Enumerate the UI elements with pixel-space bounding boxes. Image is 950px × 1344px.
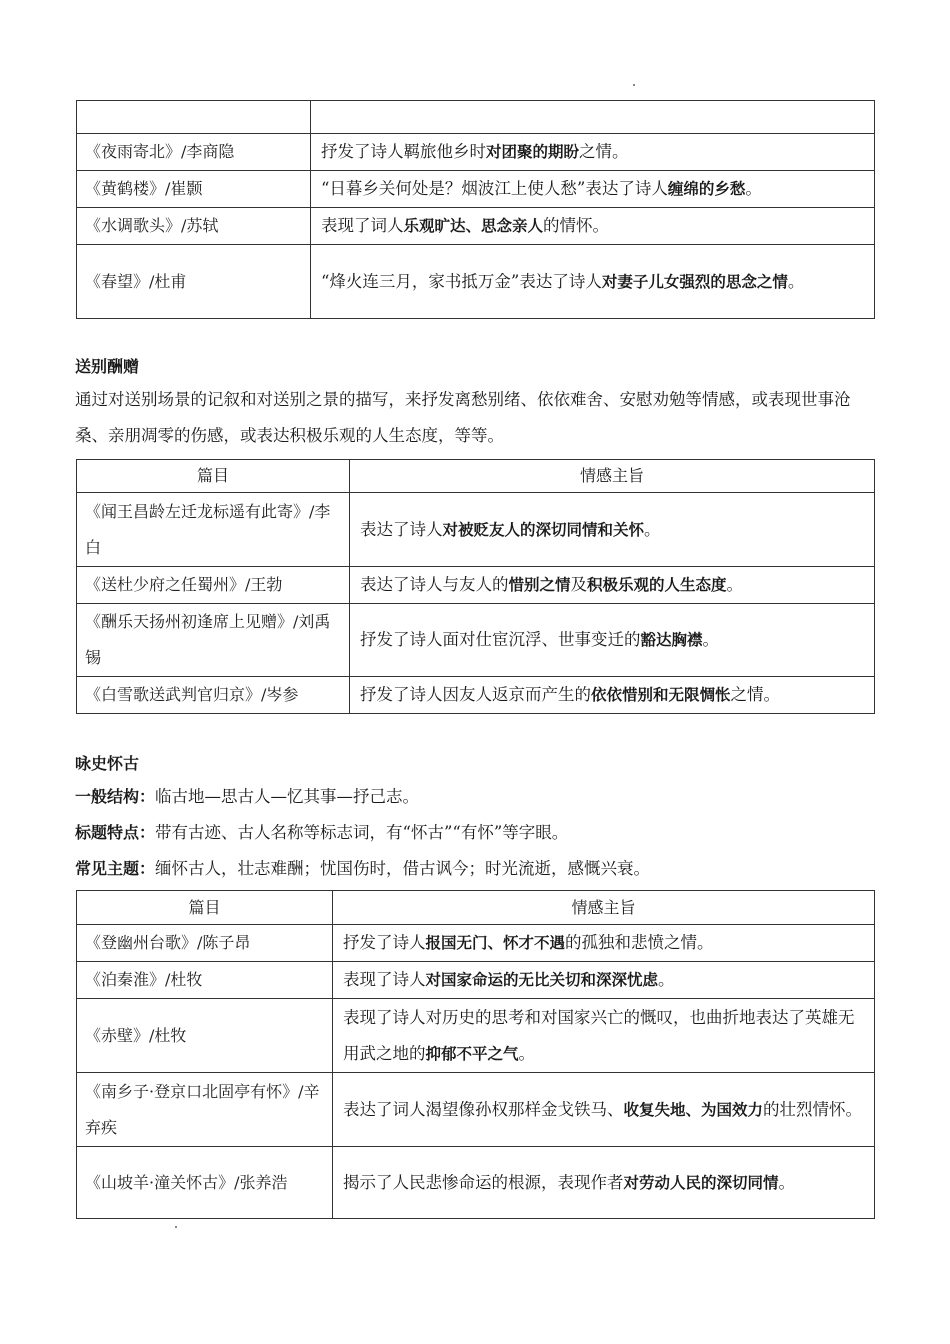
theme-text: 的情怀。 (543, 216, 610, 235)
poem-theme (311, 245, 875, 319)
theme-text: 的壮烈情怀。 (763, 1099, 863, 1119)
table-row (77, 567, 875, 604)
poem-title: 《黄鹤楼》/崔颢 (77, 171, 311, 208)
section-heading-history: 咏史怀古 (75, 754, 140, 773)
theme-text: 之情。 (730, 685, 781, 704)
emphasis-text: 依依惜别和无限惆怅 (591, 686, 731, 704)
info-text: 缅怀古人，壮志难酬；忧国伤时，借古讽今；时光流逝，感慨兴衰。 (155, 859, 651, 878)
emphasis-text: 报国无门、怀才不遇 (425, 934, 566, 952)
info-label: 常见主题： (75, 859, 156, 878)
poem-title: 《南乡子·登京口北固亭有怀》/辛弃疾 (77, 1073, 333, 1147)
table-history (76, 890, 875, 1219)
emphasis-text: 对劳动人民的深切同情 (623, 1173, 779, 1192)
header-col-title (77, 101, 311, 134)
header-col-theme: 情感主旨 (350, 460, 875, 493)
poem-theme (350, 567, 875, 604)
poem-title: 《山坡羊·潼关怀古》/张养浩 (77, 1147, 333, 1219)
theme-text: 表达了诗人与友人的 (360, 575, 509, 594)
poem-theme (311, 171, 875, 208)
poem-title: 《登幽州台歌》/陈子昂 (77, 925, 333, 962)
emphasis-text: 对妻子儿女强烈的思念之情 (601, 272, 788, 291)
table-row (77, 134, 875, 171)
poem-theme (333, 1073, 875, 1147)
theme-text: 。 (787, 271, 805, 291)
table-row (77, 1073, 875, 1147)
poem-theme (333, 962, 875, 999)
emphasis-text: 积极乐观的人生态度 (587, 576, 727, 594)
poem-title: 《水调歌头》/苏轼 (77, 208, 311, 245)
table-row (77, 171, 875, 208)
theme-text: 表达了诗人 (360, 519, 443, 539)
theme-text: 抒发了诗人因友人返京而产生的 (360, 685, 591, 704)
info-label: 一般结构： (75, 787, 156, 806)
section-intro: 通过对送别场景的记叙和对送别之景的描写，来抒发离愁别绪、依依难舍、安慰劝勉等情感，或表现世事沧桑、亲朋凋零的伤感，或表达积极乐观的人生态度，等等。 (75, 390, 851, 445)
emphasis-text: 收复失地、为国效力 (623, 1100, 764, 1119)
table-row (77, 208, 875, 245)
theme-text: 抒发了诗人 (343, 933, 426, 952)
table-row (77, 245, 875, 319)
table-homesick (76, 100, 875, 319)
poem-title: 《赤壁》/杜牧 (77, 999, 333, 1073)
table-header-row (77, 101, 875, 134)
poem-theme (311, 134, 875, 171)
table-row (77, 999, 875, 1073)
theme-text: 表现了诗人对历史的思考和对国家兴亡的慨叹，也曲折地表达了英雄无用武之地的 (343, 1007, 855, 1063)
header-col-title: 篇目 (77, 460, 350, 493)
poem-title: 《闻王昌龄左迁龙标遥有此寄》/李白 (77, 493, 350, 567)
decorative-dot (633, 84, 635, 86)
poem-theme (333, 925, 875, 962)
emphasis-text: 豁达胸襟 (640, 631, 703, 649)
theme-text: 抒发了诗人羁旅他乡时 (321, 142, 486, 161)
info-line-structure (75, 782, 419, 812)
theme-text: 之情。 (579, 142, 629, 161)
info-label: 标题特点： (75, 823, 156, 842)
info-line-title-features (75, 818, 568, 848)
table-row (77, 493, 875, 567)
table-header-row (77, 891, 875, 925)
theme-text: 表达了词人渴望像孙权那样金戈铁马、 (343, 1099, 624, 1119)
info-line-common-themes (75, 854, 650, 884)
theme-text: 表现了诗人 (343, 970, 426, 989)
poem-title: 《春望》/杜甫 (77, 245, 311, 319)
table-row (77, 1147, 875, 1219)
emphasis-text: 对国家命运的无比关切和深深忧虑 (425, 971, 659, 989)
theme-text: 。 (658, 970, 675, 989)
theme-text: “日暮乡关何处是？烟波江上使人愁”表达了诗人 (321, 179, 668, 198)
table-row (77, 962, 875, 999)
table-header-row (77, 460, 875, 493)
theme-text: 。 (644, 519, 661, 539)
poem-theme (311, 208, 875, 245)
theme-text: 的孤独和悲愤之情。 (565, 933, 714, 952)
poem-title: 《白雪歌送武判官归京》/岑参 (77, 677, 350, 714)
theme-text: 。 (778, 1172, 796, 1192)
header-col-theme: 情感主旨 (333, 891, 875, 925)
poem-title: 《酬乐天扬州初逢席上见赠》/刘禹锡 (77, 604, 350, 677)
table-row (77, 604, 875, 677)
header-col-title: 篇目 (77, 891, 333, 925)
theme-text: 。 (726, 575, 744, 594)
theme-text: 表现了词人 (321, 216, 404, 235)
emphasis-text: 对团聚的期盼 (486, 143, 580, 161)
table-row (77, 677, 875, 714)
decorative-dot (175, 1226, 177, 1228)
emphasis-text: 乐观旷达、思念亲人 (403, 217, 544, 235)
poem-theme (350, 493, 875, 567)
section-heading-farewell: 送别酬赠 (75, 357, 140, 376)
poem-title: 《送杜少府之任蜀州》/王勃 (77, 567, 350, 604)
theme-text: 。 (745, 179, 762, 198)
emphasis-text: 惜别之情 (508, 576, 571, 594)
header-col-theme (311, 101, 875, 134)
table-row (77, 925, 875, 962)
table-farewell (76, 459, 875, 714)
poem-theme (350, 604, 875, 677)
poem-theme (333, 999, 875, 1073)
theme-text: 抒发了诗人面对仕宦沉浮、世事变迁的 (360, 630, 641, 649)
poem-theme (350, 677, 875, 714)
info-text: 临古地—思古人—忆其事—抒己志。 (155, 787, 420, 806)
poem-title: 《泊秦淮》/杜牧 (77, 962, 333, 999)
theme-text: 。 (518, 1043, 536, 1063)
info-text: 带有古迹、古人名称等标志词，有“怀古”“有怀”等字眼。 (155, 823, 569, 842)
theme-text: 。 (702, 630, 720, 649)
poem-theme (333, 1147, 875, 1219)
emphasis-text: 缠绵的乡愁 (667, 180, 746, 198)
emphasis-text: 对被贬友人的深切同情和关怀 (442, 520, 645, 539)
theme-text: “烽火连三月，家书抵万金”表达了诗人 (321, 271, 602, 291)
emphasis-text: 抑郁不平之气 (425, 1044, 519, 1063)
poem-title: 《夜雨寄北》/李商隐 (77, 134, 311, 171)
theme-text: 揭示了人民悲惨命运的根源，表现作者 (343, 1172, 624, 1192)
theme-text: 及 (570, 575, 588, 594)
